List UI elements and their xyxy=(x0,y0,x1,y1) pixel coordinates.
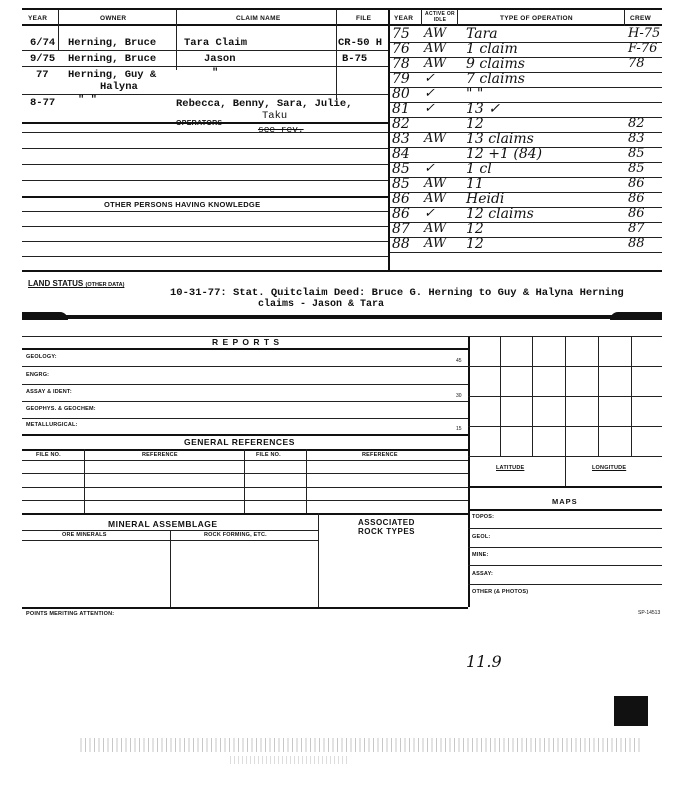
activity-status: ✓ xyxy=(424,86,435,101)
row-line xyxy=(22,366,468,367)
associated-rock-types-line-1: ASSOCIATED xyxy=(358,518,415,527)
divider xyxy=(624,10,625,26)
activity-year: 86 xyxy=(392,191,410,207)
claim-row-claim: Rebecca, Benny, Sara, Julie, xyxy=(176,98,353,110)
crew-header: CREW xyxy=(630,15,652,22)
row-line xyxy=(22,256,388,257)
grid-line xyxy=(468,426,662,427)
claim-name-header: CLAIM NAME xyxy=(236,15,281,22)
report-label-geophys: GEOPHYS. & GEOCHEM: xyxy=(26,406,96,412)
land-status-sublabel: (OTHER DATA) xyxy=(85,282,125,288)
row-line xyxy=(22,50,388,51)
activity-year: 84 xyxy=(392,146,410,162)
left-table-right-border xyxy=(388,8,390,270)
activity-status: AW xyxy=(424,26,447,41)
activity-status: ✓ xyxy=(424,206,435,221)
row-line xyxy=(22,241,388,242)
activity-year: 81 xyxy=(392,101,410,117)
ref-header-reference: REFERENCE xyxy=(142,452,178,458)
activity-year: 80 xyxy=(392,86,410,102)
claim-row-owner: Halyna xyxy=(100,81,138,93)
claim-row-file: CR-50 H xyxy=(338,37,383,49)
activity-status: AW xyxy=(424,191,447,206)
row-line xyxy=(468,584,662,585)
land-status-title: LAND STATUS xyxy=(28,279,84,288)
ref-header-reference: REFERENCE xyxy=(362,452,398,458)
activity-row-line xyxy=(390,117,662,118)
general-references-header-line xyxy=(22,449,468,451)
activity-type: 7 claims xyxy=(466,71,525,87)
claim-row-owner: Herning, Guy & xyxy=(68,69,157,81)
activity-type: " " xyxy=(466,86,484,102)
map-row-assay: ASSAY: xyxy=(472,571,494,577)
activity-type: 1 cl xyxy=(466,161,492,177)
see-rev-note: see rev. xyxy=(258,124,304,135)
scan-noise-strip xyxy=(80,738,640,752)
activity-crew: 85 xyxy=(628,161,645,176)
activity-year: 86 xyxy=(392,206,410,222)
land-status-line-2: claims - Jason & Tara xyxy=(258,299,385,310)
reports-bottom-line xyxy=(22,434,468,436)
grid-line xyxy=(468,456,662,457)
map-row-topos: TOPOS: xyxy=(472,514,495,520)
maps-header-line xyxy=(468,509,662,511)
activity-year-header: YEAR xyxy=(394,15,414,22)
activity-type: 12 claims xyxy=(466,206,534,222)
activity-status: ✓ xyxy=(424,101,435,116)
header-underline xyxy=(22,24,662,26)
row-line xyxy=(22,180,388,181)
active-idle-header: ACTIVE OR IDLE xyxy=(425,11,455,23)
report-label-metallurgical: METALLURGICAL: xyxy=(26,422,78,428)
longitude-label: LONGITUDE xyxy=(592,465,627,471)
section-bar-left-cap xyxy=(22,312,68,320)
report-label-geology: GEOLOGY: xyxy=(26,354,57,360)
activity-status: ✓ xyxy=(424,71,435,86)
section-bar xyxy=(22,315,662,319)
associated-rock-types-line-2: ROCK TYPES xyxy=(358,527,416,536)
row-line xyxy=(22,473,468,474)
activity-year: 85 xyxy=(392,161,410,177)
land-status-label xyxy=(28,279,124,288)
general-references-bottom-line xyxy=(22,513,468,515)
general-references-title: GENERAL REFERENCES xyxy=(184,437,295,447)
row-line xyxy=(22,500,468,501)
claim-row-owner: Herning, Bruce xyxy=(68,37,157,49)
activity-type: 12 +1 (84) xyxy=(466,146,543,162)
activity-type: Heidi xyxy=(466,191,505,207)
mineral-bottom-line xyxy=(22,607,468,609)
claim-row-owner: Herning, Bruce xyxy=(68,53,157,65)
reports-title: R E P O R T S xyxy=(212,337,281,347)
year-header: YEAR xyxy=(28,15,48,22)
claim-row-year: 9/75 xyxy=(30,53,56,65)
divider xyxy=(318,513,319,607)
divider xyxy=(58,10,59,50)
map-row-mine: MINE: xyxy=(472,552,489,558)
activity-year: 78 xyxy=(392,56,410,72)
owner-header: OWNER xyxy=(100,15,127,22)
activity-year: 87 xyxy=(392,221,410,237)
report-scale-15: 15 xyxy=(456,426,462,432)
activity-status: AW xyxy=(424,236,447,251)
activity-type: 12 xyxy=(466,116,484,132)
land-status-line-1: 10-31-77: Stat. Quitclaim Deed: Bruce G. Herning to Guy & Halyna Herning xyxy=(170,287,624,299)
report-scale-45: 45 xyxy=(456,358,462,364)
ref-header-file-no: FILE NO. xyxy=(36,452,61,458)
activity-type: Tara xyxy=(466,26,498,42)
activity-year: 85 xyxy=(392,176,410,192)
divider xyxy=(421,10,422,26)
activity-crew: 78 xyxy=(628,56,645,71)
other-persons-top-line xyxy=(22,196,388,198)
activity-type: 1 claim xyxy=(466,41,518,57)
activity-crew: 83 xyxy=(628,131,645,146)
divider xyxy=(457,10,458,26)
activity-crew: 85 xyxy=(628,146,645,161)
row-line xyxy=(468,528,662,529)
report-scale-30: 30 xyxy=(456,393,462,399)
handwritten-page-number: 11.9 xyxy=(466,652,502,671)
latitude-label: LATITUDE xyxy=(496,465,525,471)
activity-type: 13 claims xyxy=(466,131,534,147)
claim-row-claim: Taku xyxy=(262,110,288,122)
row-line xyxy=(22,132,388,133)
row-line xyxy=(22,418,468,419)
divider xyxy=(336,10,337,100)
activity-year: 76 xyxy=(392,41,410,57)
rock-forming-header: ROCK FORMING, ETC. xyxy=(204,532,267,538)
activity-year: 75 xyxy=(392,26,410,42)
maps-title: MAPS xyxy=(552,497,578,506)
ref-header-file-no: FILE NO. xyxy=(256,452,281,458)
points-meriting-attention-label: POINTS MERITING ATTENTION: xyxy=(26,611,115,617)
row-line xyxy=(22,226,388,227)
file-header: FILE xyxy=(356,15,372,22)
row-line xyxy=(22,487,468,488)
row-line xyxy=(22,66,388,67)
activity-year: 83 xyxy=(392,131,410,147)
row-line xyxy=(468,565,662,566)
claim-row-claim: Jason xyxy=(204,53,236,65)
activity-type: 12 xyxy=(466,221,484,237)
activity-status: AW xyxy=(424,221,447,236)
activity-crew: 86 xyxy=(628,176,645,191)
form-number: SP-14513 xyxy=(638,610,661,616)
row-line xyxy=(22,460,468,461)
activity-year: 82 xyxy=(392,116,410,132)
activity-row-line xyxy=(390,252,662,253)
divider xyxy=(176,10,177,70)
report-label-assay: ASSAY & IDENT: xyxy=(26,389,72,395)
activity-type: 11 xyxy=(466,176,484,192)
claim-row-owner: " " xyxy=(78,94,97,106)
scan-noise-strip xyxy=(230,756,350,764)
divider xyxy=(170,530,171,607)
grid-line xyxy=(468,366,662,367)
claim-row-year: 77 xyxy=(36,69,49,81)
claim-row-year: 8-77 xyxy=(30,97,56,109)
mineral-assemblage-title: MINERAL ASSEMBLAGE xyxy=(108,519,218,529)
activity-type: 12 xyxy=(466,236,484,252)
right-panel-left-border xyxy=(468,336,470,607)
row-line xyxy=(22,401,468,402)
activity-year: 88 xyxy=(392,236,410,252)
operators-label: OPERATORS xyxy=(176,120,223,127)
activity-status: AW xyxy=(424,131,447,146)
ore-minerals-header: ORE MINERALS xyxy=(62,532,107,538)
activity-status: AW xyxy=(424,41,447,56)
activity-crew: H-75 xyxy=(628,26,661,41)
row-line xyxy=(22,211,388,212)
other-persons-label: OTHER PERSONS HAVING KNOWLEDGE xyxy=(104,200,261,209)
claim-row-claim: Tara Claim xyxy=(184,37,248,49)
section-bar-right-cap xyxy=(610,312,662,320)
claim-row-year: 6/74 xyxy=(30,37,56,49)
land-status-top-line xyxy=(22,270,662,272)
divider xyxy=(84,449,85,513)
map-row-geol: GEOL: xyxy=(472,534,491,540)
activity-status: AW xyxy=(424,56,447,71)
activity-type: 13 ✓ xyxy=(466,101,500,117)
report-label-engrg: ENGRG: xyxy=(26,372,50,378)
activity-crew: 86 xyxy=(628,191,645,206)
top-border xyxy=(22,8,662,10)
activity-status: AW xyxy=(424,176,447,191)
row-line xyxy=(22,94,388,95)
grid-line xyxy=(565,336,566,486)
activity-crew: 88 xyxy=(628,236,645,251)
activity-crew: 87 xyxy=(628,221,645,236)
scan-registration-mark xyxy=(614,696,648,726)
activity-year: 79 xyxy=(392,71,410,87)
row-line xyxy=(468,547,662,548)
row-line xyxy=(22,164,388,165)
grid-line xyxy=(468,396,662,397)
activity-crew: 86 xyxy=(628,206,645,221)
activity-type: 9 claims xyxy=(466,56,525,72)
reports-header-line xyxy=(22,348,468,350)
row-line xyxy=(22,384,468,385)
map-row-other: OTHER (& PHOTOS) xyxy=(472,589,529,595)
claim-row-claim: " xyxy=(212,67,219,79)
activity-status: ✓ xyxy=(424,161,435,176)
divider xyxy=(244,449,245,513)
row-line xyxy=(22,148,388,149)
divider xyxy=(306,449,307,513)
activity-crew: F-76 xyxy=(628,41,658,56)
location-bottom-line xyxy=(468,486,662,488)
activity-crew: 82 xyxy=(628,116,645,131)
type-of-operation-header: TYPE OF OPERATION xyxy=(500,15,573,22)
claim-row-file: B-75 xyxy=(342,53,368,65)
